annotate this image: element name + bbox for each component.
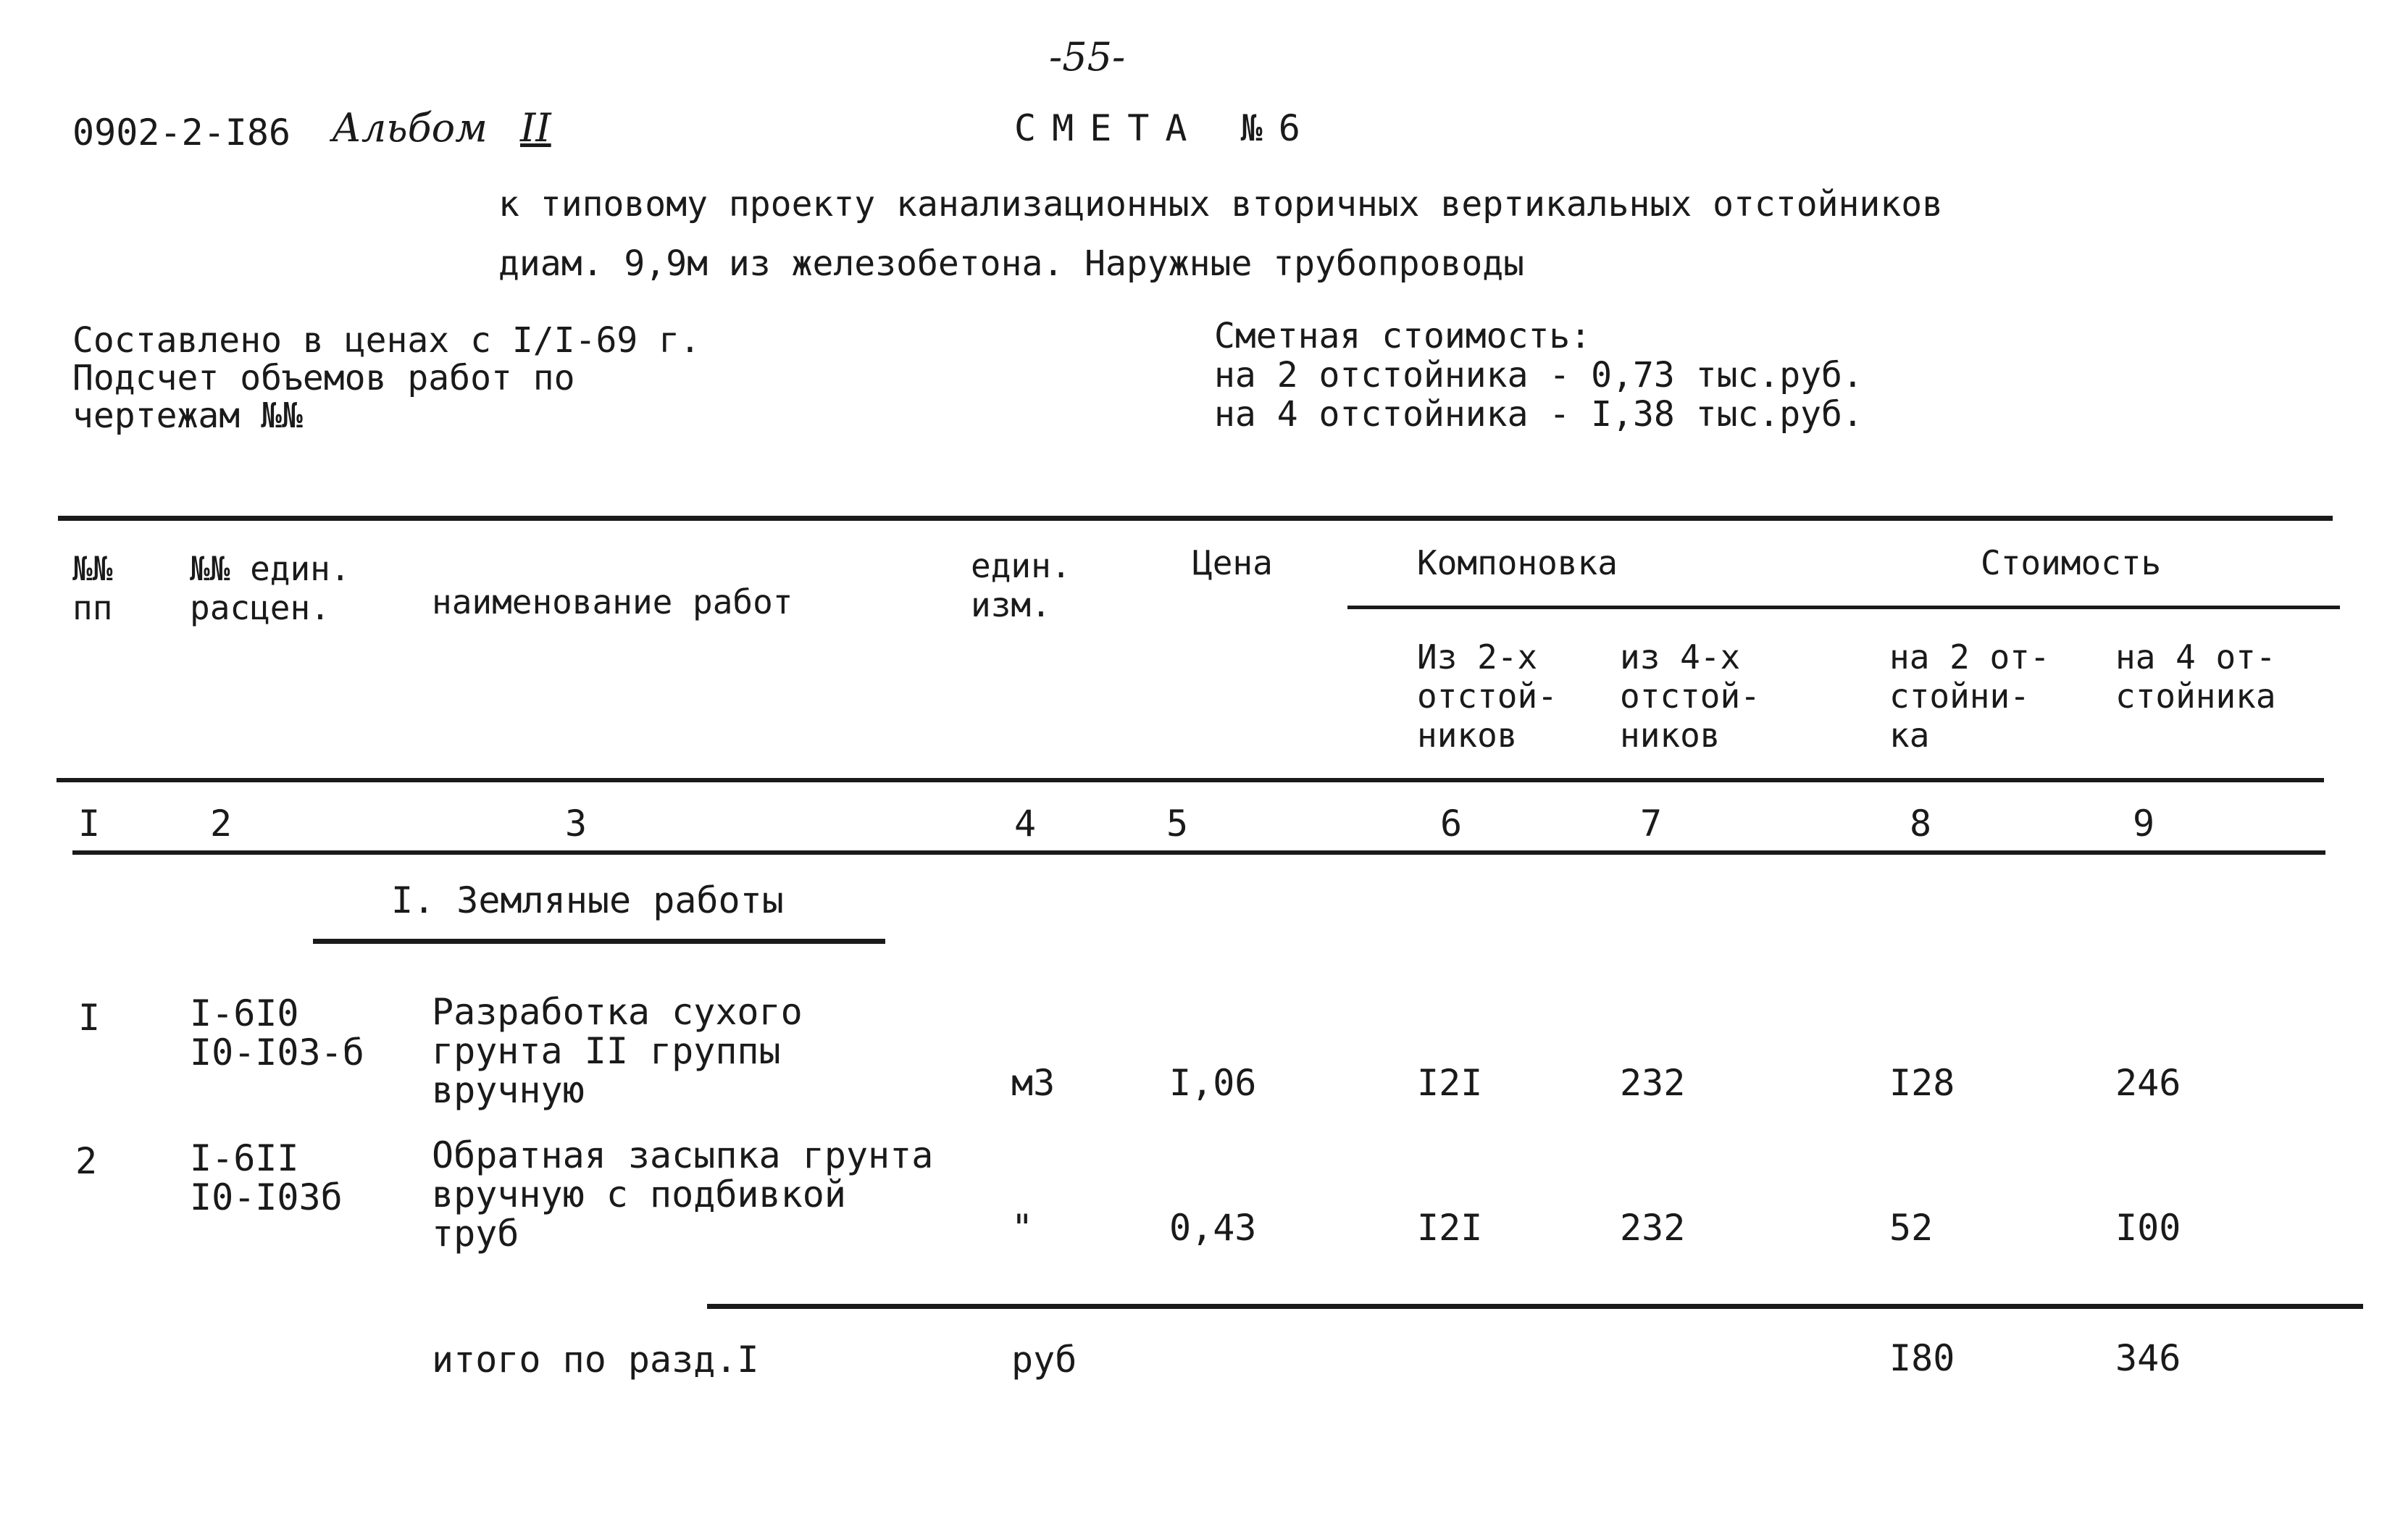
info-cost-4-tanks: на 4 отстойника - I,38 тыс.руб.	[1214, 394, 1863, 435]
column-numbers-rule	[72, 850, 2325, 855]
total-rule	[707, 1304, 2363, 1309]
total-label: итого по разд.I	[432, 1339, 759, 1381]
total-unit: руб	[1011, 1339, 1077, 1381]
info-cost-2-tanks: на 2 отстойника - 0,73 тыс.руб.	[1214, 355, 1863, 396]
row-number: I	[78, 997, 101, 1039]
header-stoimost: Стоимость	[1981, 543, 2162, 582]
document-code: 0902-2-I86	[72, 112, 291, 154]
table-top-rule	[58, 516, 2333, 521]
row-work-name: Обратная засыпка грунта вручную с подбивкой труб	[432, 1134, 934, 1255]
album-number: II	[520, 105, 551, 151]
header-bottom-rule	[57, 778, 2324, 782]
row-cost-2: 52	[1889, 1207, 1934, 1249]
header-cost-4-tanks: на 4 от- стойника	[2115, 637, 2276, 716]
header-work-name: наименование работ	[432, 582, 793, 622]
row-unit: "	[1011, 1207, 1034, 1249]
column-number: 2	[210, 803, 233, 845]
column-number: 8	[1910, 803, 1932, 845]
row-cost-4: I00	[2115, 1207, 2181, 1249]
section-title: I. Земляные работы	[391, 879, 784, 921]
header-rate-number: №№ един. расцен.	[190, 549, 351, 627]
total-cost-2: I80	[1889, 1337, 1955, 1379]
column-number: 7	[1640, 803, 1663, 845]
subtitle-line-1: к типовому проекту канализационных вторичных вертикальных отстойников	[498, 184, 1943, 225]
header-item-number: №№ пп	[72, 549, 113, 627]
header-komp-4-tanks: из 4-х отстой- ников	[1620, 637, 1760, 755]
subtitle-line-2: диам. 9,9м из железобетона. Наружные трубопроводы	[498, 243, 1525, 284]
group-header-rule	[1347, 606, 2340, 609]
column-number: 3	[565, 803, 588, 845]
row-komp-2: I2I	[1417, 1062, 1483, 1104]
estimate-title: СМЕТА №6	[1014, 107, 1316, 149]
row-number: 2	[75, 1140, 98, 1182]
row-unit: м3	[1011, 1062, 1056, 1104]
header-komp-2-tanks: Из 2-х отстой- ников	[1417, 637, 1558, 755]
row-cost-4: 246	[2115, 1062, 2181, 1104]
info-drawings: чертежам №№	[72, 396, 303, 436]
header-price: Цена	[1192, 543, 1273, 582]
column-number: 4	[1014, 803, 1037, 845]
row-komp-4: 232	[1620, 1207, 1686, 1249]
album-label: Альбом	[332, 105, 488, 151]
row-komp-4: 232	[1620, 1062, 1686, 1104]
info-price-basis: Составлено в ценах с I/I-69 г.	[72, 320, 701, 361]
section-title-underline	[313, 939, 885, 944]
row-cost-2: I28	[1889, 1062, 1955, 1104]
row-price: I,06	[1169, 1062, 1257, 1104]
column-number: 5	[1166, 803, 1189, 845]
column-number: I	[78, 803, 101, 845]
row-komp-2: I2I	[1417, 1207, 1483, 1249]
info-estimated-cost: Сметная стоимость:	[1214, 316, 1592, 356]
page-number: -55-	[1049, 34, 1126, 80]
column-number: 9	[2133, 803, 2155, 845]
header-unit: един. изм.	[971, 546, 1071, 624]
row-rate-code: I-6I0 I0-I03-б	[190, 992, 364, 1074]
header-komponovka: Компоновка	[1417, 543, 1618, 582]
column-number: 6	[1440, 803, 1463, 845]
row-rate-code: I-6II I0-I03б	[190, 1137, 343, 1218]
total-cost-4: 346	[2115, 1337, 2181, 1379]
row-price: 0,43	[1169, 1207, 1257, 1249]
info-volume-calc: Подсчет объемов работ по	[72, 358, 575, 398]
header-cost-2-tanks: на 2 от- стойни- ка	[1889, 637, 2050, 755]
row-work-name: Разработка сухого грунта II группы вручную	[432, 991, 803, 1111]
